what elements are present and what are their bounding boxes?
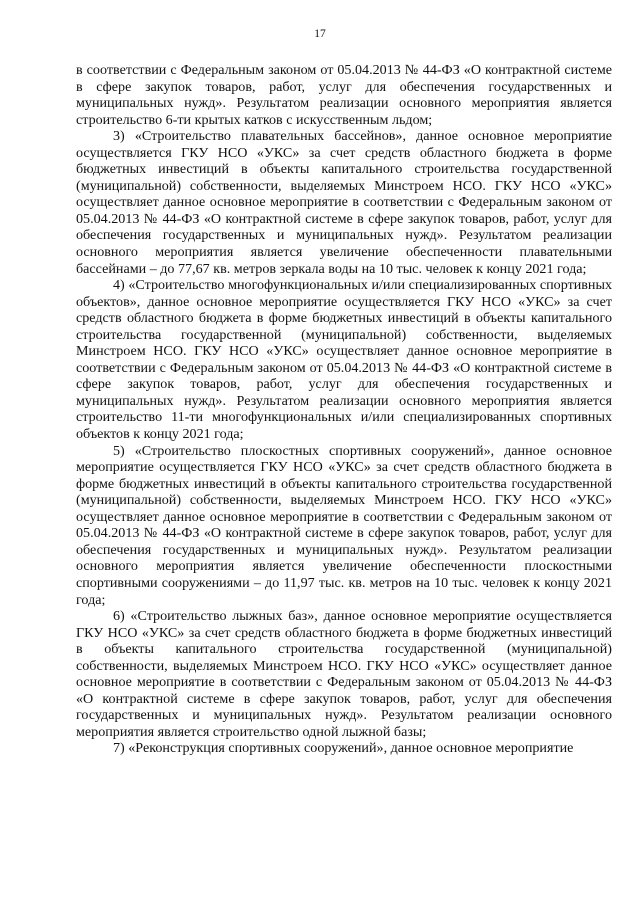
paragraph-item-6: 6) «Строительство лыжных баз», данное основное мероприятие осуществляется ГКУ НСО «УКС» за счет средств областного бюджета в форме бюджетных инвестиций в объекты капитального строительства государственной (муниципальной) собственности, выделяемых Минстроем НСО. ГКУ НСО «УКС» осуществляет данное основное мероприятие в соответствии с Федеральным законом от 05.04.2013 № 44-ФЗ «О контрактной системе в сфере закупок товаров, работ, услуг для обеспечения государственных и муниципальных нужд». Результатом реализации основного мероприятия является строительство одной лыжной базы;: [76, 608, 612, 740]
paragraph-item-5: 5) «Строительство плоскостных спортивных сооружений», данное основное мероприятие осуществляется ГКУ НСО «УКС» за счет средств областного бюджета в форме бюджетных инвестиций в объекты капитального строительства государственной (муниципальной) собственности, выделяемых Минстроем НСО. ГКУ НСО «УКС» осуществляет данное основное мероприятие в соответствии с Федеральным законом от 05.04.2013 № 44-ФЗ «О контрактной системе в сфере закупок товаров, работ, услуг для обеспечения государственных и муниципальных нужд». Результатом реализации основного мероприятия является увеличение обеспеченности плоскостными спортивными сооружениями – до 11,97 тыс. кв. метров на 10 тыс. человек к концу 2021 года;: [76, 442, 612, 608]
paragraph-item-4: 4) «Строительство многофункциональных и/или специализированных спортивных объектов», данное основное мероприятие осуществляется ГКУ НСО «УКС» за счет средств областного бюджета в форме бюджетных инвестиций в объекты капитального строительства государственной (муниципальной) собственности, выделяемых Минстроем НСО. ГКУ НСО «УКС» осуществляет данное основное мероприятие в соответствии с Федеральным законом от 05.04.2013 № 44-ФЗ «О контрактной системе в сфере закупок товаров, работ, услуг для обеспечения государственных и муниципальных нужд». Результатом реализации основного мероприятия является строительство 11-ти многофункциональных и/или специализированных спортивных объектов к концу 2021 года;: [76, 277, 612, 443]
paragraph-continuation: в соответствии с Федеральным законом от 05.04.2013 № 44-ФЗ «О контрактной системе в сфере закупок товаров, работ, услуг для обеспечения государственных и муниципальных нужд». Результатом реализации основного мероприятия является строительство 6-ти крытых катков с искусственным льдом;: [76, 62, 612, 128]
paragraph-item-3: 3) «Строительство плавательных бассейнов», данное основное мероприятие осуществляется ГКУ НСО «УКС» за счет средств областного бюджета в форме бюджетных инвестиций в объекты капитального строительства государственной (муниципальной) собственности, выделяемых Минстроем НСО. ГКУ НСО «УКС» осуществляет данное основное мероприятие в соответствии с Федеральным законом от 05.04.2013 № 44-ФЗ «О контрактной системе в сфере закупок товаров, работ, услуг для обеспечения государственных и муниципальных нужд». Результатом реализации основного мероприятия является увеличение обеспеченности плавательными бассейнами – до 77,67 кв. метров зеркала воды на 10 тыс. человек к концу 2021 года;: [76, 128, 612, 277]
page-number: 17: [314, 28, 326, 40]
paragraph-item-7: 7) «Реконструкция спортивных сооружений», данное основное мероприятие: [113, 740, 574, 757]
document-body: [76, 62, 612, 757]
